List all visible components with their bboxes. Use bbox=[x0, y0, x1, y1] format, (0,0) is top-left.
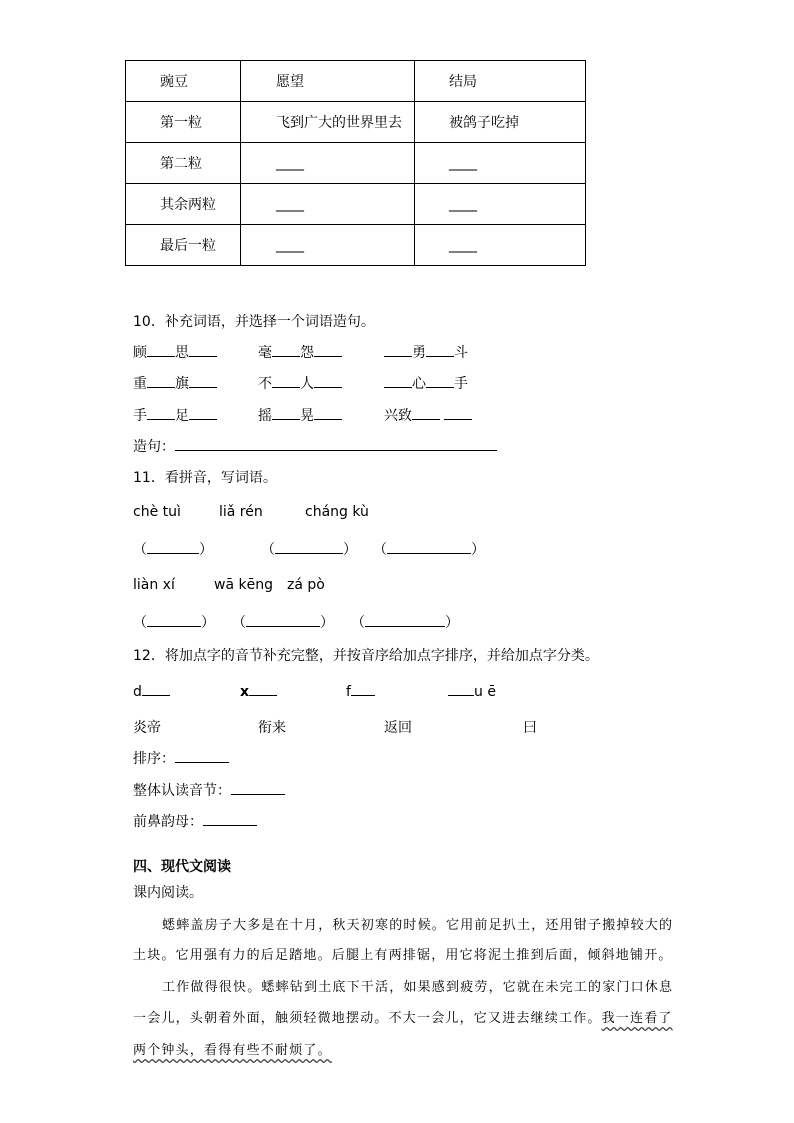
underlined-text: 我一连看了 bbox=[601, 1011, 673, 1026]
table-cell[interactable]: ____ bbox=[415, 143, 586, 184]
blank-field[interactable] bbox=[147, 405, 175, 420]
blank-field[interactable] bbox=[384, 373, 412, 388]
q10-row1-b bbox=[258, 342, 342, 362]
q10-row2-a bbox=[133, 373, 217, 393]
sentence-label: 造句： bbox=[133, 439, 175, 455]
paragraph-line bbox=[133, 1039, 332, 1058]
word: 炎帝 bbox=[133, 720, 161, 736]
table-cell[interactable]: ____ bbox=[415, 184, 586, 225]
syllable-d: d bbox=[133, 681, 170, 700]
q11-title: 11．看拼音，写词语。 bbox=[133, 470, 277, 486]
blank-field[interactable] bbox=[272, 405, 300, 420]
table-row bbox=[126, 184, 586, 225]
sentence-field[interactable] bbox=[175, 436, 497, 451]
q12-title: 12．将加点字的音节补充完整，并按音序给加点字排序，并给加点字分类。 bbox=[133, 648, 599, 664]
blank-field[interactable] bbox=[314, 405, 342, 420]
table-cell[interactable]: ____ bbox=[241, 143, 415, 184]
pinyin: chè tuì bbox=[133, 504, 181, 520]
blank-field[interactable] bbox=[272, 342, 300, 357]
q10-row3-c bbox=[384, 405, 472, 425]
syllable-ue: u ē bbox=[448, 681, 496, 700]
blank-field[interactable] bbox=[175, 748, 229, 763]
q10-row3-a bbox=[133, 405, 217, 425]
blank-field[interactable] bbox=[142, 681, 170, 696]
char: 顾 bbox=[133, 345, 147, 361]
blank-field[interactable] bbox=[384, 342, 412, 357]
table-cell: 其余两粒 bbox=[126, 184, 241, 225]
blank-field[interactable] bbox=[249, 681, 277, 696]
q10-sentence bbox=[133, 436, 497, 456]
table-cell[interactable]: ____ bbox=[415, 225, 586, 266]
paragraph-line: 土块。它用强有力的后足踏地。后腿上有两排锯，用它将泥土推到后面，倾斜地铺开。 bbox=[133, 948, 673, 963]
underlined-text: 两个钟头，看得有些不耐烦了。 bbox=[133, 1043, 332, 1058]
section-subheading: 课内阅读。 bbox=[133, 885, 203, 901]
blank-field[interactable] bbox=[147, 342, 175, 357]
table-cell: 被鸽子吃掉 bbox=[415, 102, 586, 143]
char: 人 bbox=[300, 376, 314, 392]
table-cell: 飞到广大的世界里去 bbox=[241, 102, 415, 143]
pinyin: liàn xí bbox=[133, 577, 175, 593]
blank-field[interactable] bbox=[272, 373, 300, 388]
syllable-x: x bbox=[240, 681, 277, 700]
char: 重 bbox=[133, 376, 147, 392]
char: 旗 bbox=[175, 376, 189, 392]
char: 不 bbox=[258, 376, 272, 392]
table-cell: 结局 bbox=[415, 61, 586, 102]
char: 毫 bbox=[258, 345, 272, 361]
q10-row2-b bbox=[258, 373, 342, 393]
table-row bbox=[126, 143, 586, 184]
blank-field[interactable] bbox=[365, 612, 445, 627]
blank-field[interactable] bbox=[189, 342, 217, 357]
blank-field[interactable] bbox=[147, 373, 175, 388]
answer-box[interactable]: （ ） bbox=[261, 539, 357, 559]
word: 曰 bbox=[523, 720, 537, 736]
char: 手 bbox=[133, 408, 147, 424]
blank-field[interactable] bbox=[387, 539, 471, 554]
section-heading: 四、现代文阅读 bbox=[133, 859, 231, 875]
char: 思 bbox=[175, 345, 189, 361]
blank-field[interactable] bbox=[275, 539, 343, 554]
q10-title: 10．补充词语，并选择一个词语造句。 bbox=[133, 314, 375, 330]
blank-field[interactable] bbox=[426, 373, 454, 388]
table-cell: 第一粒 bbox=[126, 102, 241, 143]
paragraph-line: 蟋蟀盖房子大多是在十月，秋天初寒的时候。它用前足扒土，还用钳子搬掉较大的 bbox=[162, 918, 674, 933]
blank-field[interactable] bbox=[412, 405, 440, 420]
blank-field[interactable] bbox=[314, 342, 342, 357]
q10-row1-c bbox=[384, 342, 468, 362]
blank-field[interactable] bbox=[314, 373, 342, 388]
char: 晃 bbox=[300, 408, 314, 424]
blank-field[interactable] bbox=[203, 811, 257, 826]
paragraph-line: 工作做得很快。蟋蟀钻到土底下干活，如果感到疲劳，它就在未完工的家门口休息 bbox=[162, 980, 674, 995]
char: 怨 bbox=[300, 345, 314, 361]
table-cell: 愿望 bbox=[241, 61, 415, 102]
blank-field[interactable] bbox=[231, 780, 285, 795]
word: 衔来 bbox=[258, 720, 286, 736]
blank-field[interactable] bbox=[246, 612, 320, 627]
char: 兴致 bbox=[384, 408, 412, 424]
table-cell: 豌豆 bbox=[126, 61, 241, 102]
pinyin: wā kēng bbox=[214, 577, 273, 593]
answer-box[interactable]: （ ） bbox=[133, 612, 215, 632]
syllable-f: f bbox=[346, 681, 375, 700]
q10-row3-b bbox=[258, 405, 342, 425]
whole-syllable-row: 整体认读音节： bbox=[133, 780, 285, 800]
answer-box[interactable]: （ ） bbox=[133, 539, 213, 559]
char: 斗 bbox=[454, 345, 468, 361]
front-nasal-row: 前鼻韵母： bbox=[133, 811, 257, 831]
blank-field[interactable] bbox=[147, 612, 201, 627]
q10-row2-c bbox=[384, 373, 468, 393]
table-row bbox=[126, 225, 586, 266]
pinyin: cháng kù bbox=[305, 504, 369, 520]
sort-row: 排序： bbox=[133, 748, 229, 768]
char: 摇 bbox=[258, 408, 272, 424]
blank-field[interactable] bbox=[351, 681, 375, 696]
table-cell[interactable]: ____ bbox=[241, 225, 415, 266]
char: 心 bbox=[412, 376, 426, 392]
answer-box[interactable]: （ ） bbox=[373, 539, 485, 559]
blank-field[interactable] bbox=[448, 681, 474, 696]
answer-box[interactable]: （ ） bbox=[351, 612, 459, 632]
char: 足 bbox=[175, 408, 189, 424]
blank-field[interactable] bbox=[147, 539, 199, 554]
pinyin: zá pò bbox=[287, 577, 325, 593]
table-cell: 第二粒 bbox=[126, 143, 241, 184]
char: 手 bbox=[454, 376, 468, 392]
pinyin: liǎ rén bbox=[219, 504, 263, 520]
char: 勇 bbox=[412, 345, 426, 361]
q10-row1-a bbox=[133, 342, 217, 362]
blank-field[interactable] bbox=[444, 405, 472, 420]
word: 返回 bbox=[384, 720, 412, 736]
blank-field[interactable] bbox=[189, 373, 217, 388]
table-cell: 最后一粒 bbox=[126, 225, 241, 266]
table-cell[interactable]: ____ bbox=[241, 184, 415, 225]
answer-box[interactable]: （ ） bbox=[232, 612, 334, 632]
table-row bbox=[126, 102, 586, 143]
pea-table bbox=[125, 60, 586, 266]
paragraph-line: 一会儿，头朝着外面，触须轻微地摆动。不大一会儿，它又进去继续工作。我一连看了 bbox=[133, 1011, 673, 1026]
blank-field[interactable] bbox=[426, 342, 454, 357]
blank-field[interactable] bbox=[189, 405, 217, 420]
table-header-row bbox=[126, 61, 586, 102]
